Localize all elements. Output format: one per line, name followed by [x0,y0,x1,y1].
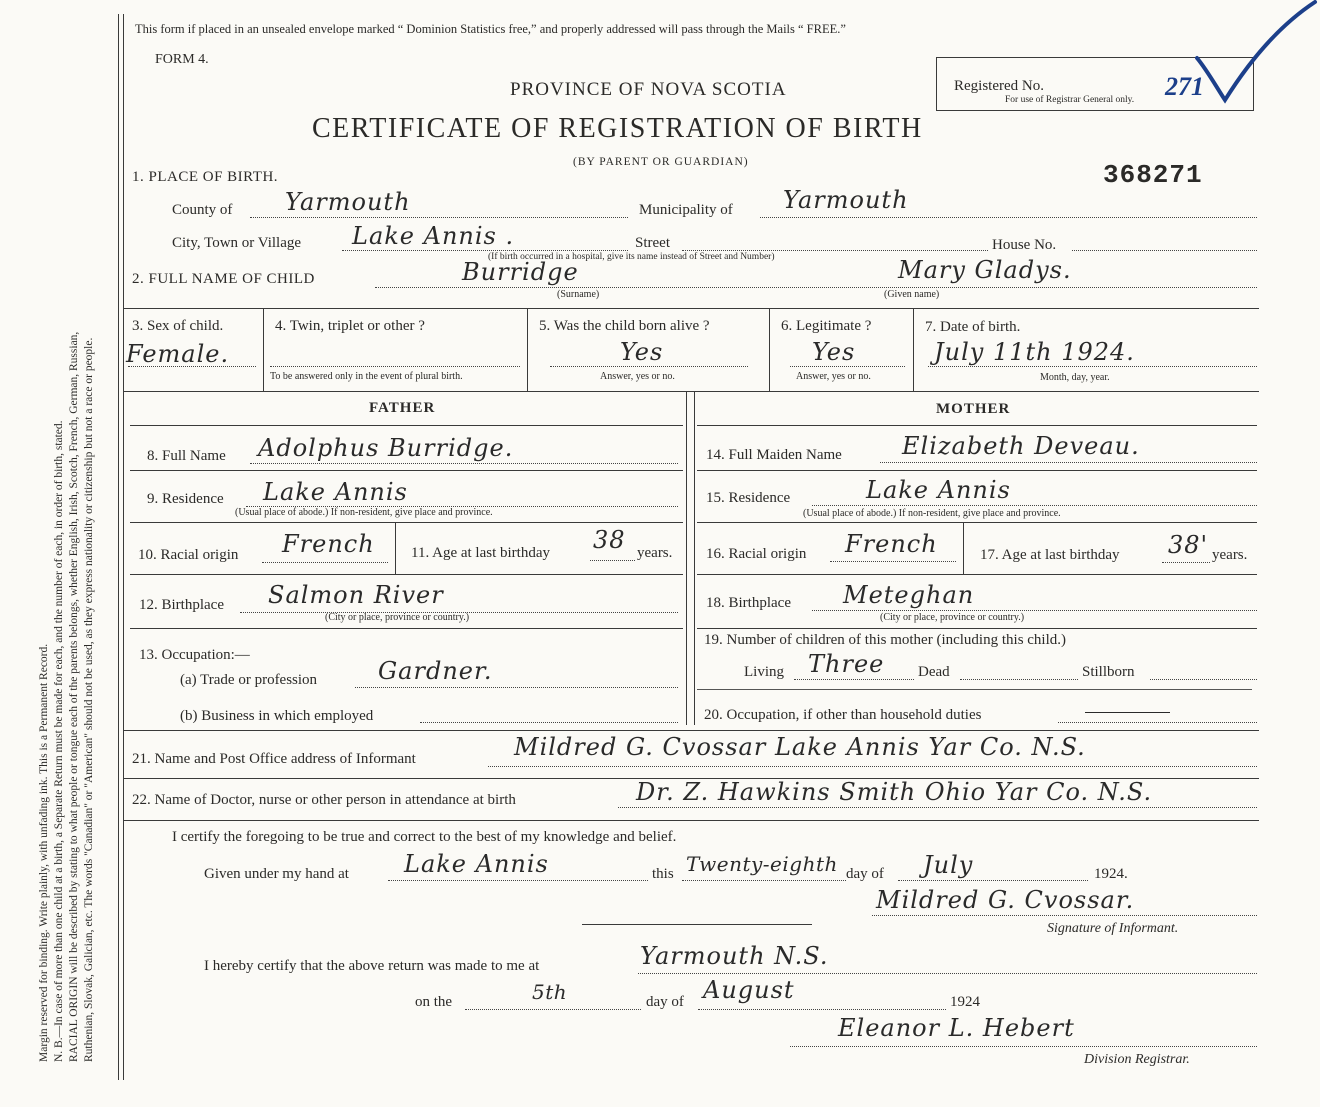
father-birthplace: Salmon River [268,581,444,609]
father-trade: Gardner. [378,657,493,685]
father-abode-note: (Usual place of abode.) If non-resident, give place and province. [235,507,493,518]
mother-heading: MOTHER [936,401,1011,417]
this-label: this [652,866,674,882]
registrar-day: 5th [532,980,568,1004]
given-day-of-label: day of [846,866,884,882]
doctor-label: 22. Name of Doctor, nurse or other person in attendance at birth [132,792,516,808]
mother-birthplace: Meteghan [843,581,975,609]
registrar-certify-text: I hereby certify that the above return was made to me at [204,958,540,974]
informant-signature-label: Signature of Informant. [1047,921,1179,936]
father-birthplace-note: (City or place, province or country.) [325,612,470,623]
left-margin-rule-2 [123,14,124,1080]
check-mark-icon [1195,0,1320,110]
street-label: Street [635,235,670,251]
father-heading: FATHER [369,400,436,416]
living-label: Living [744,664,784,680]
registrar-month: August [703,976,795,1004]
alive-label: 5. Was the child born alive ? [539,318,710,334]
given-place: Lake Annis [404,850,549,878]
father-business-label: (b) Business in which employed [180,708,374,724]
registrar-place: Yarmouth N.S. [640,942,829,970]
informant-value: Mildred G. Cvossar Lake Annis Yar Co. N.S. [514,733,1086,761]
father-age: 38 [593,526,626,554]
living-value: Three [808,650,885,678]
county-label: County of [172,202,233,218]
child-surname: Burridge [462,258,579,286]
father-years-label: years. [637,545,673,561]
mother-birthplace-label: 18. Birthplace [706,595,791,611]
mother-years-label: years. [1212,547,1248,563]
mother-birthplace-note: (City or place, province or country.) [880,612,1025,623]
side-note-2: N. B.—In case of more than one child at a birth, a Separate Return must be made for each, and the number of each, in order of birth, stated. [53,420,65,1062]
alive-answer-note: Answer, yes or no. [600,371,675,382]
place-of-birth-label: 1. PLACE OF BIRTH. [132,169,279,185]
city-value: Lake Annis . [352,222,515,250]
city-label: City, Town or Village [172,235,302,251]
hospital-note: (If birth occurred in a hospital, give its name instead of Street and Number) [488,252,775,262]
legitimate-value: Yes [812,338,856,366]
given-name-note: (Given name) [884,289,940,300]
given-day: Twenty-eighth [686,852,838,876]
certificate-number: 368271 [1103,160,1203,190]
informant-signature: Mildred G. Cvossar. [876,886,1135,914]
section-divider [582,924,812,925]
side-margin-notes [37,12,107,1062]
mother-residence: Lake Annis [866,476,1011,504]
given-under-label: Given under my hand at [204,866,349,882]
given-year: 1924. [1094,866,1128,882]
province-title: PROVINCE OF NOVA SCOTIA [510,79,787,100]
side-note-1: Margin reserved for binding. Write plainly, with unfading ink. This is a Permanent Record. [38,643,50,1062]
side-note-4: Ruthenian, Slovak, Galician, etc. The words "Canadian" or "American" should not be used, as they express nationality or citizenship but not a race or people. [83,337,95,1062]
side-note-3: RACIAL ORIGIN will be described by stating to what people or tongue each of the parents belongs, whether English, Irish, Scotch, French, German, Russian, [68,331,80,1062]
mother-age: 38' [1168,531,1209,559]
mail-note: This form if placed in an unsealed envelope marked “ Dominion Statistics free,” and properly addressed will pass through the Mails “ FREE.” [135,22,846,36]
municipality-label: Municipality of [639,202,733,218]
doctor-value: Dr. Z. Hawkins Smith Ohio Yar Co. N.S. [636,778,1153,806]
father-name-label: 8. Full Name [147,448,226,464]
legitimate-answer-note: Answer, yes or no. [796,371,871,382]
county-value: Yarmouth [285,188,411,216]
informant-certify-text: I certify the foregoing to be true and correct to the best of my knowledge and belief. [172,829,677,845]
father-age-label: 11. Age at last birthday [411,545,550,561]
dob-label: 7. Date of birth. [925,319,1021,335]
informant-label: 21. Name and Post Office address of Informant [132,751,416,767]
father-occupation-label: 13. Occupation:— [139,647,250,663]
mother-racial-label: 16. Racial origin [706,546,807,562]
legitimate-label: 6. Legitimate ? [781,318,872,334]
sex-label: 3. Sex of child. [132,318,224,334]
dead-label: Dead [918,664,950,680]
mother-age-label: 17. Age at last birthday [980,547,1120,563]
twin-label: 4. Twin, triplet or other ? [275,318,425,334]
registrar-signature-label: Division Registrar. [1084,1052,1190,1067]
registrar-signature: Eleanor L. Hebert [838,1014,1075,1042]
on-the-label: on the [415,994,453,1010]
father-residence-label: 9. Residence [147,491,224,507]
registrar-day-of-label: day of [646,994,684,1010]
mother-children-label: 19. Number of children of this mother (including this child.) [704,632,1067,648]
child-name-label: 2. FULL NAME OF CHILD [132,271,315,287]
father-birthplace-label: 12. Birthplace [139,597,224,613]
mother-residence-label: 15. Residence [706,490,791,506]
sex-value: Female. [126,340,230,368]
child-given-name: Mary Gladys. [898,256,1072,284]
mother-occupation-label: 20. Occupation, if other than household duties [704,707,982,723]
stillborn-label: Stillborn [1082,664,1135,680]
page-subtitle: (BY PARENT OR GUARDIAN) [573,156,749,168]
registered-label: Registered No. [954,78,1044,94]
father-residence: Lake Annis [263,478,408,506]
father-racial: French [282,530,375,558]
dob-value: July 11th 1924. [934,338,1135,366]
registrar-year: 1924 [950,994,980,1010]
occupation-dash [1085,712,1170,713]
father-racial-label: 10. Racial origin [138,547,239,563]
twin-note: To be answered only in the event of plural birth. [270,371,463,382]
house-number-label: House No. [992,237,1057,253]
mother-name-label: 14. Full Maiden Name [706,447,842,463]
mother-racial: French [845,530,938,558]
father-name: Adolphus Burridge. [258,434,514,462]
dob-note: Month, day, year. [1040,372,1110,383]
given-month: July [923,851,974,879]
registered-note: For use of Registrar General only. [1005,95,1135,105]
mother-maiden-name: Elizabeth Deveau. [902,432,1140,460]
registered-number: 271 [1165,72,1204,101]
mother-abode-note: (Usual place of abode.) If non-resident, give place and province. [803,508,1061,519]
page-title: CERTIFICATE OF REGISTRATION OF BIRTH [312,113,923,144]
form-number: FORM 4. [155,52,209,67]
alive-value: Yes [620,338,664,366]
left-margin-rule [118,14,119,1080]
municipality-value: Yarmouth [783,186,909,214]
surname-note: (Surname) [557,289,600,300]
father-trade-label: (a) Trade or profession [180,672,318,688]
